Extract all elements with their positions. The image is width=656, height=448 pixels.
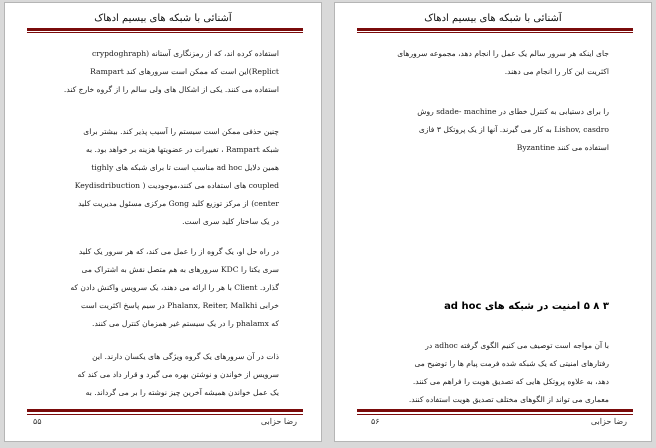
page-number: ۵۵: [33, 417, 42, 426]
footer-author: رضا حزابی: [590, 417, 627, 426]
text-line: معماری می تواند از الگوهای مختلف تصدیق هویت استفاده کنند.: [408, 395, 609, 404]
text-line: سری یکتا را KDC سرورهای به هم متصل نقش به اشتراک می: [81, 265, 279, 274]
paragraph: [43, 123, 279, 231]
text-line: دهد، به علاوه پروتکل هایی که تصدیق هویت را فراهم می کنند.: [412, 377, 609, 386]
page-number: ۵۶: [371, 417, 380, 426]
text-line: رفتارهای امنیتی که یک شبکه شده فرمت پیام ها را توضیح می: [414, 359, 609, 368]
text-line: coupled های استفاده می کنند،موجودیت ( Keydisdribuction: [74, 181, 279, 190]
text-line: یک عمل خواندن همیشه آخرین چیز نوشته را بر می گرداند. به: [85, 388, 279, 397]
footer-rule: [27, 409, 303, 412]
text-line: همین دلایل ad hoc مناسب است تا برای شبکه های tighly: [91, 163, 279, 172]
text-line: در یک ساختار کلید سری است.: [182, 217, 279, 226]
text-line: Lishov, casdro به کار می گیرند. آنها از یک پروتکل ۳ فازی: [418, 125, 609, 134]
text-line: در راه حل او، یک گروه از را عمل می کند، که هر سرور یک کلید: [78, 247, 279, 256]
text-line: خرابی Phalanx, Reiter, Malkhi در سیم پاسخ اکثریت است: [80, 301, 279, 310]
text-line: استفاده می کنند Byzantine: [516, 143, 609, 152]
text-line: سرویس از خواندن و نوشتن بهره می گیرد و قرار داد می کند که: [77, 370, 279, 379]
text-line: ذات در آن سرورهای یک گروه ویژگی های یکسان دارند. این: [92, 352, 279, 361]
text-line: اکثریت این کار را انجام می دهند.: [504, 67, 609, 76]
section-heading: ۳ ۸ ۵ امنیت در شبکه های ad hoc: [444, 301, 609, 312]
page-left: [4, 2, 322, 442]
text-line: گذارد. Client با هر را ارائه می دهند، یک سرویس واکنش دادن که: [70, 283, 279, 292]
text-line: را برای دستیابی به کنترل خطای در sdade- machine روش: [417, 107, 609, 116]
text-line: شبکه Rampart ، تغییرات در عضویتها هزینه بر خواهد بود. به: [85, 145, 279, 154]
paragraph: [373, 45, 609, 81]
text-line: چنین حذفی ممکن است سیستم را آسیب پذیر کند. بیشتر برای: [83, 127, 279, 136]
paragraph: [43, 243, 279, 333]
text-line: center) از مرکز توزیع کلید Gong مرکزی مسئول مدیریت کلید: [78, 199, 279, 208]
header-rule-thin: [27, 32, 303, 33]
paragraph: [373, 337, 609, 409]
header-rule: [357, 28, 633, 31]
paragraph: [373, 103, 609, 157]
text-line: جای اینکه هر سرور سالم یک عمل را انجام دهد، مجموعه سرورهای: [397, 49, 609, 58]
header-rule-thin: [357, 32, 633, 33]
text-line: استفاده می کنند. یکی از اشکال های ولی سالم را از گروه خارج کند.: [63, 85, 279, 94]
paragraph: [43, 45, 279, 99]
text-line: که phalamx را در یک سیستم غیر همزمان کنترل می کنند.: [92, 319, 279, 328]
text-line: Replict)این است که ممکن است سرورهای کند Rampart: [90, 67, 279, 76]
text-line: استفاده کرده اند، که از رمزنگاری آستانه (crypdoghraph: [92, 49, 279, 58]
text-line: با آن مواجه است توصیف می کنیم الگوی گرفته adhoc در: [425, 341, 609, 350]
page-header: آشنائی با شبکه های بیسیم ادهاک: [424, 13, 562, 24]
footer-rule: [357, 409, 633, 412]
footer-rule-thin: [357, 414, 633, 415]
footer-rule-thin: [27, 414, 303, 415]
paragraph: [43, 348, 279, 402]
page-right: [334, 2, 652, 442]
footer-author: رضا حزابی: [260, 417, 297, 426]
header-rule: [27, 28, 303, 31]
page-header: آشنائی با شبکه های بیسیم ادهاک: [94, 13, 232, 24]
